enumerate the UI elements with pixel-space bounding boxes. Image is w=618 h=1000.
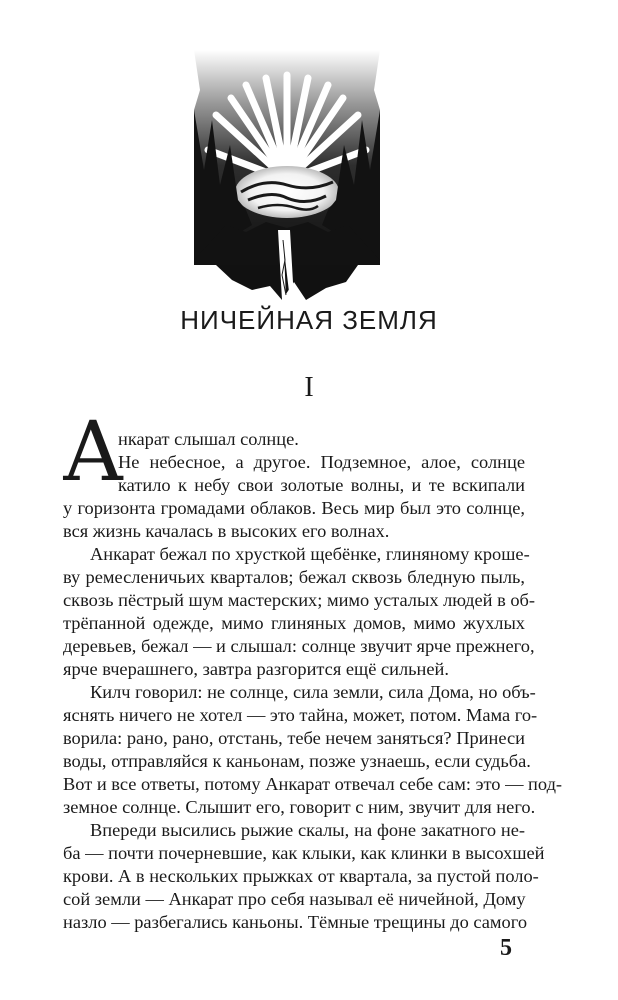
text-line: сой земли — Анкарат про себя называл её ничейной, Дому	[63, 889, 526, 909]
text-line: земное солнце. Слышит его, говорит с ним, звучит для него.	[63, 797, 536, 817]
page-number: 5	[500, 935, 512, 961]
text-line: Килч говорил: не солнце, сила земли, сила Дома, но объ-	[90, 682, 536, 702]
text-line: ву ремесленичьих кварталов; бежал сквозь бледную пыль,	[63, 567, 525, 587]
drop-cap: А	[62, 405, 125, 500]
text-line: вся жизнь качалась в высоких его волнах.	[63, 521, 390, 541]
text-line: ворила: рано, рано, отстань, тебе нечем заняться? Принеси	[63, 728, 525, 748]
text-line: ба — почти почерневшие, как клыки, как клинки в высохшей	[63, 843, 545, 863]
text-line: Впереди высились рыжие скалы, на фоне закатного не-	[90, 820, 525, 840]
text-line: трёпанной одежде, мимо глиняных домов, мимо жухлых	[63, 613, 525, 633]
text-line: катило к небу свои золотые волны, и те вскипали	[118, 475, 525, 495]
text-line: сквозь пёстрый шум мастерских; мимо усталых людей в об-	[63, 590, 536, 610]
text-line: у горизонта громадами облаков. Весь мир был это солнце,	[63, 498, 525, 518]
section-number: I	[304, 372, 314, 403]
text-line: ярче вчерашнего, завтра разгорится ещё сильней.	[63, 659, 449, 679]
text-line: Анкарат бежал по хрусткой щебёнке, глиняному кроше-	[90, 544, 530, 564]
text-line: воды, отправляйся к каньонам, позже узнаешь, если судьба.	[63, 751, 531, 771]
text-line: Не небесное, а другое. Подземное, алое, солнце	[118, 452, 525, 472]
text-line: деревьев, бежал — и слышал: солнце звучит ярче прежнего,	[63, 636, 535, 656]
text-line: назло — разбегались каньоны. Тёмные трещины до самого	[63, 912, 528, 932]
chapter-title: НИЧЕЙНАЯ ЗЕМЛЯ	[180, 305, 438, 335]
text-line: Вот и все ответы, потому Анкарат отвечал себе сам: это — под-	[63, 774, 563, 794]
text-line: нкарат слышал солнце.	[118, 429, 299, 449]
text-line: крови. А в нескольких прыжках от квартала, за пустой поло-	[63, 866, 539, 886]
text-line: яснять ничего не хотел — это тайна, может, потом. Мама го-	[63, 705, 538, 725]
